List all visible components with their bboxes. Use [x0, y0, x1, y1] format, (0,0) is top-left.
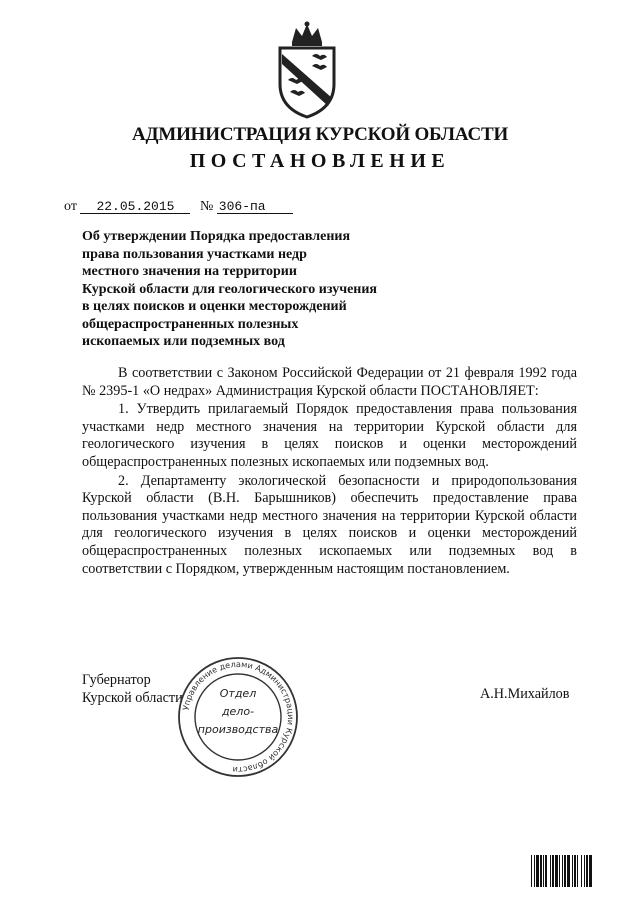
- document-number: 306-па: [217, 200, 293, 214]
- number-label: №: [199, 199, 214, 214]
- subject-line: местного значения на территории: [82, 264, 297, 279]
- document-date: 22.05.2015: [80, 200, 190, 214]
- subject-line: Курской области для геологического изучения: [82, 281, 378, 297]
- date-number-line: [64, 199, 293, 215]
- subject-line: общераспространенных полезных: [82, 316, 299, 332]
- stamp-line: Отдел: [219, 687, 257, 700]
- subject-line: ископаемых или подземных вод: [82, 334, 285, 349]
- subject-line: права пользования участками недр: [82, 246, 307, 262]
- stamp-line: производства: [197, 723, 279, 736]
- organization-title: АДМИНИСТРАЦИЯ КУРСКОЙ ОБЛАСТИ: [131, 124, 509, 145]
- item-1-paragraph: 1. Утвердить прилагаемый Порядок предоставления права пользования участками недр местного значения на территории Курской области для геологического изучения в целях поисков и оценки месторождений общераспространенных полезных ископаемых или подземных вод.: [82, 401, 577, 470]
- item-2-paragraph: 2. Департаменту экологической безопасности и природопользования Курской области (В.Н. Барышников) обеспечить предоставление права пользования участками недр местного значения на территории Курской области для геологического изучения в целях поисков и оценки месторождений общераспространенных полезных ископаемых или подземных вод в соответствии с Порядком, утвержденным настоящим постановлением.: [82, 472, 577, 577]
- coat-of-arms-icon: [268, 20, 346, 120]
- stamp-line: дело-: [221, 705, 255, 718]
- stamp-ring-text: Управление делами Администрации Курской области: [180, 658, 297, 776]
- document-subject: [82, 228, 422, 351]
- document-type: ПОСТАНОВЛЕНИЕ: [189, 150, 451, 172]
- subject-line: Об утверждении Порядка предоставления: [82, 229, 351, 244]
- barcode-icon: [531, 855, 627, 887]
- document-body: [82, 365, 577, 578]
- subject-line: в целях поисков и оценки месторождений: [82, 299, 347, 314]
- signatory-title-line: Курской области: [82, 689, 183, 706]
- preamble-paragraph: В соответствии с Законом Российской Федерации от 21 февраля 1992 года № 2395-1 «О недрах» Администрация Курской области ПОСТАНОВЛЯЕТ:: [82, 365, 577, 399]
- signatory-title: [82, 672, 183, 707]
- office-stamp: [176, 655, 300, 779]
- from-label: от: [64, 199, 77, 214]
- signatory-name: А.Н.Михайлов: [480, 686, 570, 702]
- signatory-title-line: Губернатор: [82, 672, 151, 688]
